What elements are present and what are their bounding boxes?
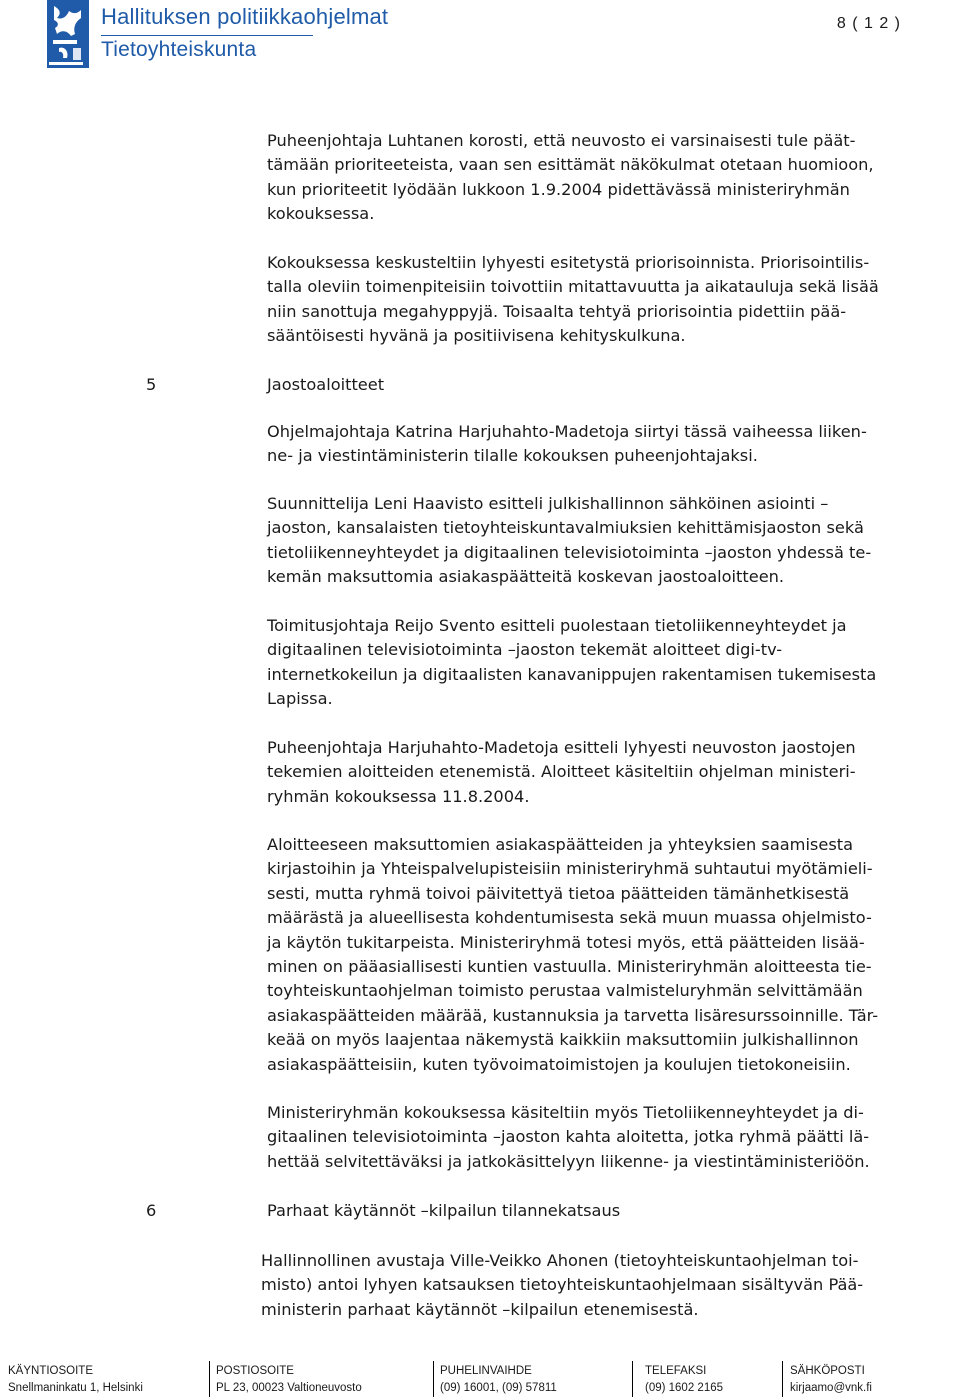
text-line: Lapissa.	[267, 689, 333, 709]
paragraph	[267, 492, 933, 590]
text-line: kun prioriteetit lyödään lukkoon 1.9.2004 pidettävässä ministeriryhmän	[267, 179, 850, 199]
logo-divider	[101, 35, 313, 36]
text-line: Hallinnollinen avustaja Ville-Veikko Ahonen (tietoyhteiskuntaohjelman toi-	[261, 1251, 859, 1270]
text-line: ja käytön tukitarpeista. Ministeriryhmä totesi myös, että päätteiden lisää-	[267, 932, 865, 952]
footer	[0, 1360, 960, 1398]
footer-divider	[433, 1361, 434, 1397]
footer-divider	[782, 1361, 783, 1397]
text-line: Ohjelmajohtaja Katrina Harjuhahto-Madetoja siirtyi tässä vaiheessa liiken-	[267, 422, 867, 441]
text-line: minen on pääasiallisesti kuntien vastuulla. Ministeriryhmän aloitteesta tie-	[267, 957, 872, 977]
text-line: kemän maksuttomia asiakaspäätteitä koskevan jaostoaloitteen.	[267, 567, 785, 587]
text-line: niin sanottuja megahyppyjä. Toisaalta tehtyä priorisointia pidettiin pää-	[267, 301, 847, 321]
footer-label: SÄHKÖPOSTI	[790, 1365, 865, 1377]
footer-fax	[645, 1363, 723, 1397]
footer-value[interactable]: kirjaamo@vnk.fi	[790, 1382, 872, 1394]
coat-of-arms-icon	[47, 0, 89, 68]
text-line: toyhteiskuntaohjelman toimisto perustaa valmisteluryhmän selvittämään	[267, 981, 863, 1001]
text-line: Puheenjohtaja Harjuhahto-Madetoja esitteli lyhyesti neuvoston jaostojen	[267, 738, 856, 757]
text-line: Toimitusjohtaja Reijo Svento esitteli puolestaan tietoliikenneyhteydet ja	[267, 616, 847, 635]
footer-label: KÄYNTIOSOITE	[8, 1365, 93, 1377]
footer-label: POSTIOSOITE	[216, 1365, 294, 1377]
text-line: hettää selvitettäväksi ja jatkokäsittelyyn liikenne- ja viestintäministeriöön.	[267, 1151, 870, 1171]
text-line: misto) antoi lyhyen katsauksen tietoyhteiskuntaohjelmaan sisältyvän Pää-	[261, 1275, 864, 1295]
text-line: tämään prioriteeteista, vaan sen esittämät näkökulmat otetaan huomioon,	[267, 155, 874, 175]
text-line: tekemien aloitteiden etenemistä. Aloitteet käsiteltiin ohjelman ministeri-	[267, 762, 856, 782]
footer-value: (09) 1602 2165	[645, 1382, 724, 1394]
paragraph	[267, 614, 933, 712]
footer-label: PUHELINVAIHDE	[440, 1365, 532, 1377]
paragraph	[267, 736, 933, 809]
text-line: keää on myös laajentaa näkemystä kaikkiin maksuttomiin julkishallinnon	[267, 1030, 859, 1050]
section-number: 6	[146, 1201, 157, 1220]
section-number: 5	[146, 375, 157, 394]
paragraph	[267, 420, 933, 469]
text-line: gitaalinen televisiotoiminta –jaoston kahta aloitetta, jotka ryhmä päätti lä-	[267, 1127, 870, 1147]
footer-postal	[216, 1363, 362, 1397]
text-line: ministerin parhaat käytännöt –kilpailun etenemisestä.	[261, 1299, 699, 1319]
text-line: Kokouksessa keskusteltiin lyhyesti esitetystä priorisoinnista. Priorisointilis-	[267, 253, 870, 272]
paragraph	[267, 251, 933, 349]
footer-phone	[440, 1363, 557, 1397]
footer-email	[790, 1363, 872, 1397]
footer-value: Snellmaninkatu 1, Helsinki	[8, 1382, 143, 1394]
text-line: jaoston, kansalaisten tietoyhteiskuntavalmiuksien kehittämisjaoston sekä	[267, 518, 864, 538]
footer-address	[8, 1363, 143, 1397]
text-line: sesti, mutta ryhmä toivoi päivitettyä tietoa päätteiden tämänhetkisestä	[267, 883, 850, 903]
text-line: tietoliikenneyhteydet ja digitaalinen televisiotoiminta –jaoston yhdessä te-	[267, 542, 872, 562]
text-line: määrästä ja alueellisesta kohdentumisesta sekä muun muassa ohjelmisto-	[267, 908, 872, 928]
text-line: internetkokeilun ja digitaalisten kanavanippujen rakentamisen tukemisesta	[267, 664, 877, 684]
text-line: ne- ja viestintäministerin tilalle kokouksen puheenjohtajaksi.	[267, 446, 758, 466]
text-line: asiakaspäätteiden määrää, kustannuksia ja tarvetta lisäresurssoinnille. Tär-	[267, 1005, 879, 1025]
text-line: Ministeriryhmän kokouksessa käsiteltiin myös Tietoliikenneyhteydet ja di-	[267, 1103, 864, 1122]
text-line: Suunnittelija Leni Haavisto esitteli julkishallinnon sähköinen asiointi –	[267, 494, 829, 513]
org-name-line1: Hallituksen politiikkaohjelmat	[101, 4, 389, 29]
footer-divider	[632, 1361, 633, 1397]
paragraph	[267, 129, 933, 227]
section-title: Jaostoaloitteet	[267, 375, 385, 394]
org-name-line2: Tietoyhteiskunta	[101, 38, 257, 61]
paragraph	[267, 1101, 933, 1174]
text-line: asiakaspäätteisiin, kuten työvoimatoimistojen ja koulujen tietokoneisiin.	[267, 1054, 851, 1074]
text-line: ryhmän kokouksessa 11.8.2004.	[267, 786, 530, 806]
text-line: Puheenjohtaja Luhtanen korosti, että neuvosto ei varsinaisesti tule päät-	[267, 131, 856, 150]
footer-value: PL 23, 00023 Valtioneuvosto	[216, 1382, 362, 1394]
text-line: kokouksessa.	[267, 204, 375, 224]
footer-divider	[209, 1361, 210, 1397]
text-line: kirjastoihin ja Yhteispalvelupisteisiin ministeriryhmä suhtautui myötämieli-	[267, 859, 873, 879]
organization-logo	[47, 0, 389, 72]
section-title: Parhaat käytännöt –kilpailun tilannekatsaus	[267, 1201, 621, 1220]
text-line: Aloitteeseen maksuttomien asiakaspäätteiden ja yhteyksien saamisesta	[267, 835, 854, 854]
text-line: digitaalinen televisiotoiminta –jaoston tekemät aloitteet digi-tv-	[267, 640, 783, 660]
footer-value: (09) 16001, (09) 57811	[440, 1382, 557, 1394]
paragraph	[261, 1249, 933, 1322]
text-line: talla oleviin toimenpiteisiin toivottiin mitattavuutta ja aikatauluja sekä lisää	[267, 277, 879, 297]
text-line: sääntöisesti hyvänä ja positiivisena kehityskulkuna.	[267, 326, 686, 346]
footer-label: TELEFAKSI	[645, 1365, 707, 1377]
paragraph	[267, 833, 933, 1077]
page-number: 8 ( 1 2 )	[836, 15, 901, 32]
